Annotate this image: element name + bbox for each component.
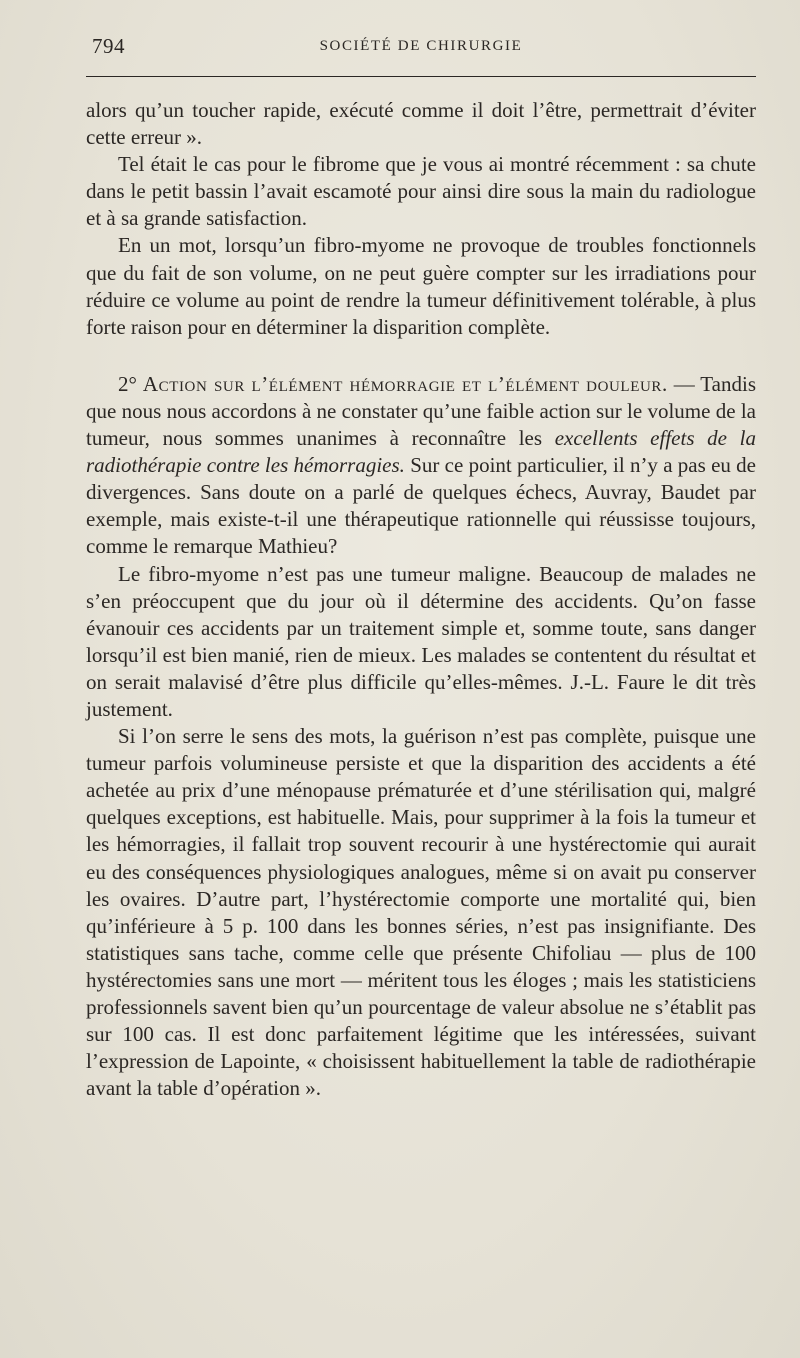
running-head <box>86 0 756 72</box>
paragraph-section-2 <box>86 371 756 561</box>
paragraph-hysterectomy: Si l’on serre le sens des mots, la guérison n’est pas complète, puisque une tumeur parfois volumineuse persiste et que la disparition des accidents a été achetée au prix d’une ménopause prématurée et d’une stérilisation qui, malgré quelques exceptions, est habituelle. Mais, pour supprimer à la fois la tumeur et les hémorragies, il fallait trop souvent recourir à une hystérectomie qui aurait eu des conséquences physiologiques analogues, même si on avait pu conserver les ovaires. D’autre part, l’hystérectomie comporte une mortalité qui, bien qu’inférieure à 5 p. 100 dans les bonnes séries, n’est pas insignifiante. Des statistiques sans tache, comme celle que présente Chifoliau — plus de 100 hystérectomies sans une mort — méritent tous les éloges ; mais les statisticiens professionnels savent bien qu’un pourcentage de valeur absolue ne s’établit pas sur 100 cas. Il est donc parfaitement légitime que les intéressées, suivant l’expression de Lapointe, « choisissent habituellement la table de radiothérapie avant la table d’opération ». <box>86 724 756 1101</box>
section-text-start: — Tandis que nous nous accordons à ne constater qu’une faible action sur le volume de la tumeur, nous sommes unanimes à reconnaître les <box>86 371 756 451</box>
header-rule <box>86 76 756 77</box>
paragraph-volume-conclusion: En un mot, lorsqu’un fibro-myome ne provoque de troubles fonctionnels que du fait de son volume, on ne peut guère compter sur les irradiations pour réduire ce volume au point de rendre la tumeur définitivement tolérable, à plus forte raison pour en déterminer la disparition complète. <box>86 233 756 339</box>
section-number: 2° <box>118 371 143 396</box>
emphasized-phrase: excellents effets de la radiothérapie contre les hémorragies. <box>86 426 757 478</box>
paragraph-fibrome-case: Tel était le cas pour le fibrome que je vous ai montré récemment : sa chute dans le petit bassin l’avait escamoté pour ainsi dire sous la main du radiologue et à sa grande satisfaction. <box>86 152 756 231</box>
paragraph-continuation: alors qu’un toucher rapide, exécuté comme il doit l’être, permettrait d’éviter cette erreur ». <box>86 98 756 150</box>
page-number: 794 <box>92 34 125 58</box>
running-title: SOCIÉTÉ DE CHIRURGIE <box>319 38 523 54</box>
paragraph-benign-tumor: Le fibro-myome n’est pas une tumeur maligne. Beaucoup de malades ne s’en préoccupent que du jour où il détermine des accidents. Qu’on fasse évanouir ces accidents par un traitement simple et, somme toute, sans danger lorsqu’il est bien manié, rien de mieux. Les malades se contentent du résultat et on serait malavisé d’être plus difficile qu’elles-mêmes. J.-L. Faure le dit très justement. <box>86 561 756 721</box>
section-text-end: Sur ce point particulier, il n’y a pas eu de divergences. Sans doute on a parlé de quelques échecs, Auvray, Baudet par exemple, mais existe-t-il une thérapeutique rationnelle qui réussisse toujours, comme le remarque Mathieu? <box>86 453 756 559</box>
section-heading: Action sur l’élément hémorragie et l’élément douleur. <box>142 371 668 396</box>
body-text <box>86 97 756 1102</box>
